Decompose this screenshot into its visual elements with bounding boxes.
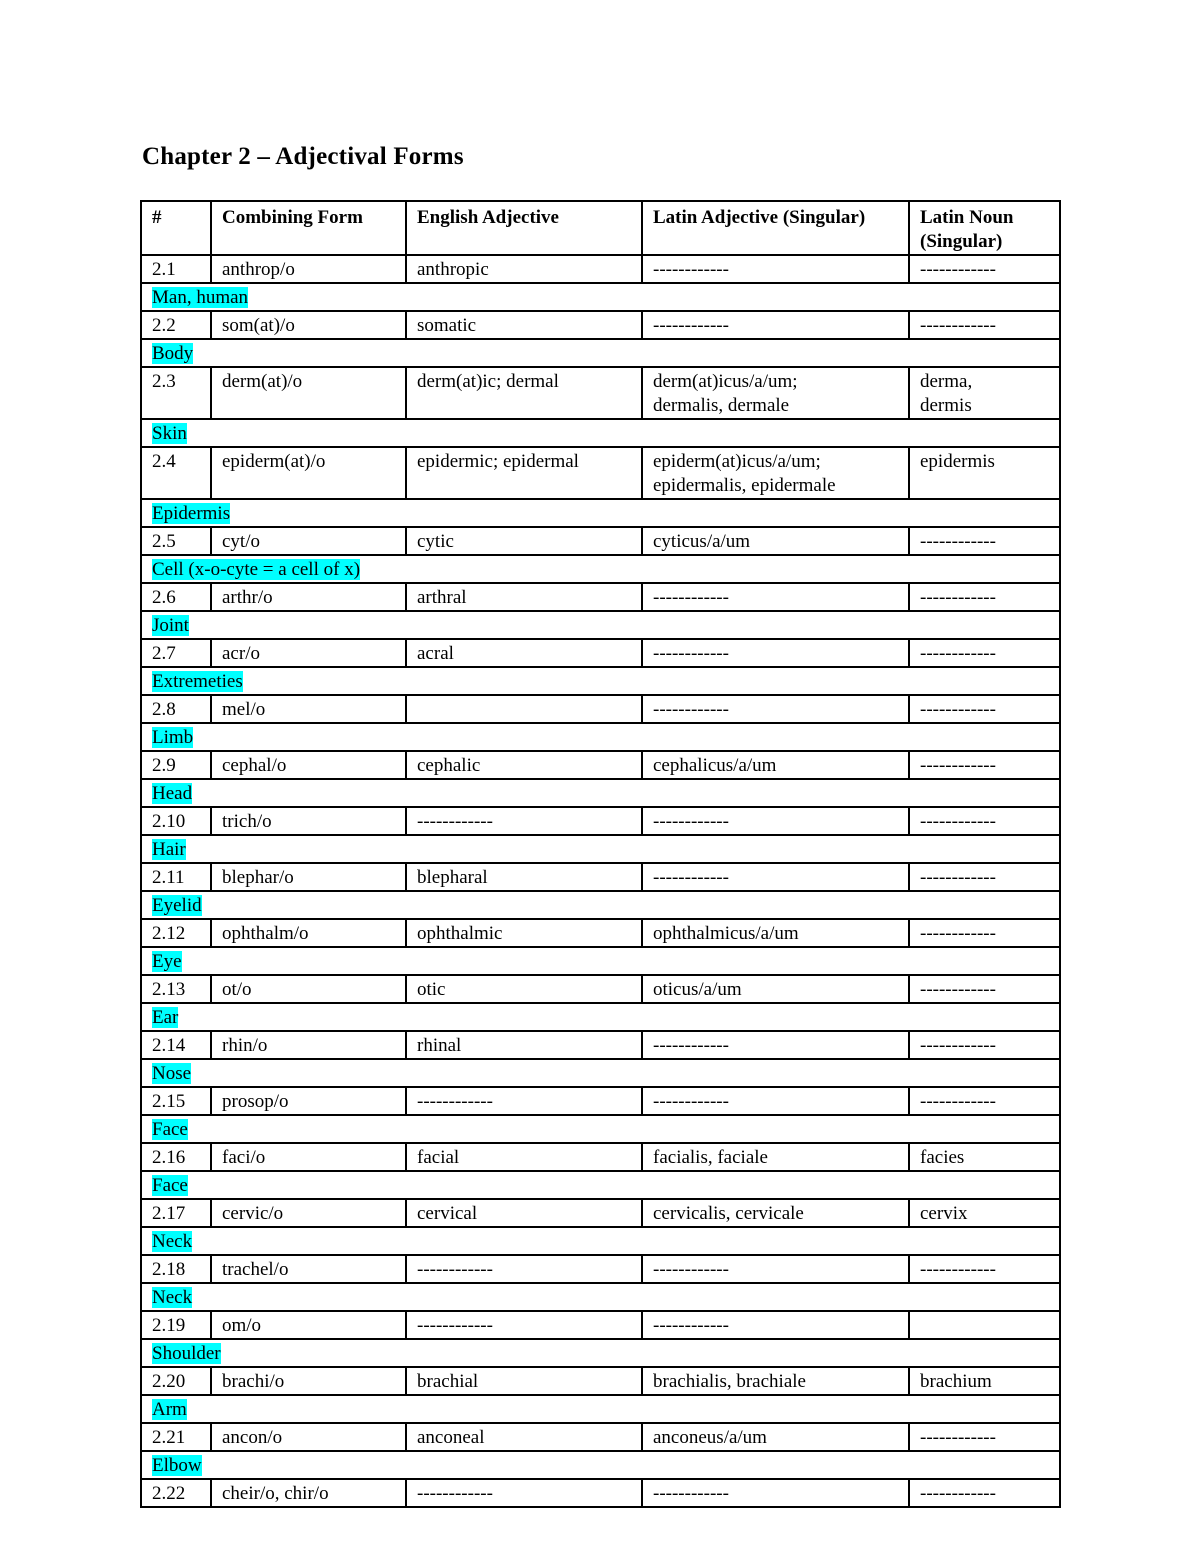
highlighted-meaning: Hair <box>152 839 186 860</box>
table-row <box>141 1255 1060 1283</box>
latin-adjective: ------------ <box>642 639 909 667</box>
column-header-latin-adjective: Latin Adjective (Singular) <box>642 201 909 255</box>
latin-adjective: ------------ <box>642 1479 909 1507</box>
meaning-row <box>141 1115 1060 1143</box>
meaning-row <box>141 555 1060 583</box>
highlighted-meaning: Extremeties <box>152 671 243 692</box>
meaning-cell <box>141 1227 1060 1255</box>
highlighted-meaning: Eye <box>152 951 182 972</box>
meaning-cell <box>141 1451 1060 1479</box>
meaning-cell <box>141 419 1060 447</box>
english-adjective: facial <box>406 1143 642 1171</box>
english-adjective: epidermic; epidermal <box>406 447 642 499</box>
highlighted-meaning: Nose <box>152 1063 192 1084</box>
latin-adjective: cervicalis, cervicale <box>642 1199 909 1227</box>
meaning-row <box>141 723 1060 751</box>
meaning-cell <box>141 1059 1060 1087</box>
latin-noun: brachium <box>909 1367 1060 1395</box>
english-adjective: anthropic <box>406 255 642 283</box>
english-adjective: ------------ <box>406 1311 642 1339</box>
column-header-english-adjective: English Adjective <box>406 201 642 255</box>
latin-adjective: ------------ <box>642 1087 909 1115</box>
combining-form: faci/o <box>211 1143 406 1171</box>
highlighted-meaning: Skin <box>152 423 187 444</box>
meaning-row <box>141 499 1060 527</box>
latin-adjective: ------------ <box>642 807 909 835</box>
english-adjective: ------------ <box>406 807 642 835</box>
meaning-cell <box>141 723 1060 751</box>
entry-number: 2.10 <box>141 807 211 835</box>
latin-noun: ------------ <box>909 695 1060 723</box>
latin-adjective: ------------ <box>642 311 909 339</box>
table-row <box>141 1143 1060 1171</box>
highlighted-meaning: Head <box>152 783 193 804</box>
meaning-row <box>141 947 1060 975</box>
meaning-row <box>141 1059 1060 1087</box>
combining-form: blephar/o <box>211 863 406 891</box>
latin-noun: cervix <box>909 1199 1060 1227</box>
combining-form: cervic/o <box>211 1199 406 1227</box>
table-row <box>141 255 1060 283</box>
english-adjective: ------------ <box>406 1255 642 1283</box>
latin-adjective: cyticus/a/um <box>642 527 909 555</box>
meaning-row <box>141 1227 1060 1255</box>
entry-number: 2.15 <box>141 1087 211 1115</box>
english-adjective: cervical <box>406 1199 642 1227</box>
entry-number: 2.9 <box>141 751 211 779</box>
latin-noun <box>909 1311 1060 1339</box>
latin-adjective: ------------ <box>642 863 909 891</box>
combining-form: prosop/o <box>211 1087 406 1115</box>
latin-adjective: anconeus/a/um <box>642 1423 909 1451</box>
combining-form: som(at)/o <box>211 311 406 339</box>
meaning-cell <box>141 1171 1060 1199</box>
latin-noun: ------------ <box>909 975 1060 1003</box>
combining-form: acr/o <box>211 639 406 667</box>
english-adjective: ------------ <box>406 1479 642 1507</box>
meaning-cell <box>141 555 1060 583</box>
latin-adjective: ------------ <box>642 695 909 723</box>
english-adjective: ------------ <box>406 1087 642 1115</box>
table-row <box>141 1311 1060 1339</box>
highlighted-meaning: Body <box>152 343 194 364</box>
english-adjective: cytic <box>406 527 642 555</box>
adjectival-forms-table <box>140 200 1061 1508</box>
meaning-cell <box>141 891 1060 919</box>
meaning-cell <box>141 779 1060 807</box>
highlighted-meaning: Shoulder <box>152 1343 221 1364</box>
entry-number: 2.8 <box>141 695 211 723</box>
table-row <box>141 1367 1060 1395</box>
highlighted-meaning: Face <box>152 1175 188 1196</box>
combining-form: cheir/o, chir/o <box>211 1479 406 1507</box>
table-row <box>141 1423 1060 1451</box>
entry-number: 2.12 <box>141 919 211 947</box>
english-adjective: derm(at)ic; dermal <box>406 367 642 419</box>
english-adjective: arthral <box>406 583 642 611</box>
meaning-row <box>141 339 1060 367</box>
meaning-cell <box>141 1283 1060 1311</box>
latin-noun: ------------ <box>909 919 1060 947</box>
table-row <box>141 583 1060 611</box>
meaning-row <box>141 779 1060 807</box>
entry-number: 2.22 <box>141 1479 211 1507</box>
latin-noun: ------------ <box>909 807 1060 835</box>
english-adjective: ophthalmic <box>406 919 642 947</box>
combining-form: arthr/o <box>211 583 406 611</box>
meaning-row <box>141 891 1060 919</box>
highlighted-meaning: Ear <box>152 1007 179 1028</box>
table-row <box>141 1087 1060 1115</box>
meaning-cell <box>141 611 1060 639</box>
meaning-cell <box>141 1339 1060 1367</box>
meaning-cell <box>141 667 1060 695</box>
entry-number: 2.17 <box>141 1199 211 1227</box>
english-adjective: somatic <box>406 311 642 339</box>
latin-adjective: brachialis, brachiale <box>642 1367 909 1395</box>
combining-form: ot/o <box>211 975 406 1003</box>
table-row <box>141 807 1060 835</box>
latin-adjective: ------------ <box>642 1311 909 1339</box>
combining-form: trich/o <box>211 807 406 835</box>
meaning-row <box>141 835 1060 863</box>
table-row <box>141 447 1060 499</box>
latin-noun: ------------ <box>909 1255 1060 1283</box>
latin-adjective: ophthalmicus/a/um <box>642 919 909 947</box>
latin-noun: ------------ <box>909 863 1060 891</box>
latin-adjective: oticus/a/um <box>642 975 909 1003</box>
entry-number: 2.19 <box>141 1311 211 1339</box>
latin-noun: ------------ <box>909 583 1060 611</box>
highlighted-meaning: Man, human <box>152 287 249 308</box>
entry-number: 2.14 <box>141 1031 211 1059</box>
meaning-row <box>141 1451 1060 1479</box>
column-header-combining-form: Combining Form <box>211 201 406 255</box>
table-row <box>141 527 1060 555</box>
meaning-row <box>141 1283 1060 1311</box>
meaning-row <box>141 667 1060 695</box>
highlighted-meaning: Face <box>152 1119 188 1140</box>
entry-number: 2.18 <box>141 1255 211 1283</box>
combining-form: cephal/o <box>211 751 406 779</box>
entry-number: 2.21 <box>141 1423 211 1451</box>
meaning-row <box>141 419 1060 447</box>
meaning-cell <box>141 835 1060 863</box>
highlighted-meaning: Epidermis <box>152 503 231 524</box>
entry-number: 2.3 <box>141 367 211 419</box>
english-adjective: rhinal <box>406 1031 642 1059</box>
page-title: Chapter 2 – Adjectival Forms <box>142 143 464 170</box>
entry-number: 2.20 <box>141 1367 211 1395</box>
latin-noun: facies <box>909 1143 1060 1171</box>
highlighted-meaning: Neck <box>152 1287 193 1308</box>
latin-adjective: ------------ <box>642 1255 909 1283</box>
meaning-cell <box>141 339 1060 367</box>
latin-noun: epidermis <box>909 447 1060 499</box>
meaning-row <box>141 1171 1060 1199</box>
table-body <box>141 255 1060 1507</box>
table-header-row <box>141 201 1060 255</box>
highlighted-meaning: Arm <box>152 1399 187 1420</box>
table-row <box>141 751 1060 779</box>
english-adjective: cephalic <box>406 751 642 779</box>
table-row <box>141 975 1060 1003</box>
highlighted-meaning: Neck <box>152 1231 193 1252</box>
meaning-cell <box>141 283 1060 311</box>
latin-noun: ------------ <box>909 1479 1060 1507</box>
combining-form: rhin/o <box>211 1031 406 1059</box>
latin-noun: ------------ <box>909 639 1060 667</box>
meaning-cell <box>141 1395 1060 1423</box>
latin-adjective: ------------ <box>642 583 909 611</box>
entry-number: 2.4 <box>141 447 211 499</box>
highlighted-meaning: Elbow <box>152 1455 202 1476</box>
meaning-row <box>141 1003 1060 1031</box>
english-adjective <box>406 695 642 723</box>
combining-form: brachi/o <box>211 1367 406 1395</box>
table-row <box>141 367 1060 419</box>
latin-adjective: derm(at)icus/a/um; dermalis, dermale <box>642 367 909 419</box>
entry-number: 2.11 <box>141 863 211 891</box>
latin-noun: ------------ <box>909 1031 1060 1059</box>
combining-form: mel/o <box>211 695 406 723</box>
meaning-cell <box>141 1115 1060 1143</box>
column-header-latin-noun: Latin Noun (Singular) <box>909 201 1060 255</box>
combining-form: om/o <box>211 1311 406 1339</box>
meaning-cell <box>141 947 1060 975</box>
table-row <box>141 863 1060 891</box>
column-header-number: # <box>141 201 211 255</box>
table-row <box>141 1479 1060 1507</box>
latin-noun: ------------ <box>909 255 1060 283</box>
latin-noun: ------------ <box>909 527 1060 555</box>
latin-noun: ------------ <box>909 751 1060 779</box>
meaning-row <box>141 611 1060 639</box>
table-row <box>141 919 1060 947</box>
entry-number: 2.5 <box>141 527 211 555</box>
combining-form: cyt/o <box>211 527 406 555</box>
highlighted-meaning: Limb <box>152 727 194 748</box>
latin-adjective: ------------ <box>642 255 909 283</box>
combining-form: ancon/o <box>211 1423 406 1451</box>
table-row <box>141 695 1060 723</box>
meaning-row <box>141 1339 1060 1367</box>
table-row <box>141 1031 1060 1059</box>
meaning-row <box>141 1395 1060 1423</box>
entry-number: 2.7 <box>141 639 211 667</box>
combining-form: derm(at)/o <box>211 367 406 419</box>
meaning-row <box>141 283 1060 311</box>
table-row <box>141 639 1060 667</box>
english-adjective: brachial <box>406 1367 642 1395</box>
highlighted-meaning: Cell (x-o-cyte = a cell of x) <box>152 559 361 580</box>
english-adjective: anconeal <box>406 1423 642 1451</box>
table-row <box>141 311 1060 339</box>
entry-number: 2.13 <box>141 975 211 1003</box>
english-adjective: otic <box>406 975 642 1003</box>
english-adjective: blepharal <box>406 863 642 891</box>
entry-number: 2.6 <box>141 583 211 611</box>
latin-adjective: facialis, faciale <box>642 1143 909 1171</box>
latin-noun: derma, dermis <box>909 367 1060 419</box>
combining-form: ophthalm/o <box>211 919 406 947</box>
latin-noun: ------------ <box>909 1087 1060 1115</box>
latin-noun: ------------ <box>909 1423 1060 1451</box>
latin-adjective: ------------ <box>642 1031 909 1059</box>
latin-adjective: cephalicus/a/um <box>642 751 909 779</box>
meaning-cell <box>141 499 1060 527</box>
table-row <box>141 1199 1060 1227</box>
highlighted-meaning: Eyelid <box>152 895 202 916</box>
latin-noun: ------------ <box>909 311 1060 339</box>
meaning-cell <box>141 1003 1060 1031</box>
combining-form: anthrop/o <box>211 255 406 283</box>
entry-number: 2.16 <box>141 1143 211 1171</box>
highlighted-meaning: Joint <box>152 615 189 636</box>
entry-number: 2.1 <box>141 255 211 283</box>
entry-number: 2.2 <box>141 311 211 339</box>
english-adjective: acral <box>406 639 642 667</box>
latin-adjective: epiderm(at)icus/a/um; epidermalis, epidermale <box>642 447 909 499</box>
combining-form: trachel/o <box>211 1255 406 1283</box>
combining-form: epiderm(at)/o <box>211 447 406 499</box>
